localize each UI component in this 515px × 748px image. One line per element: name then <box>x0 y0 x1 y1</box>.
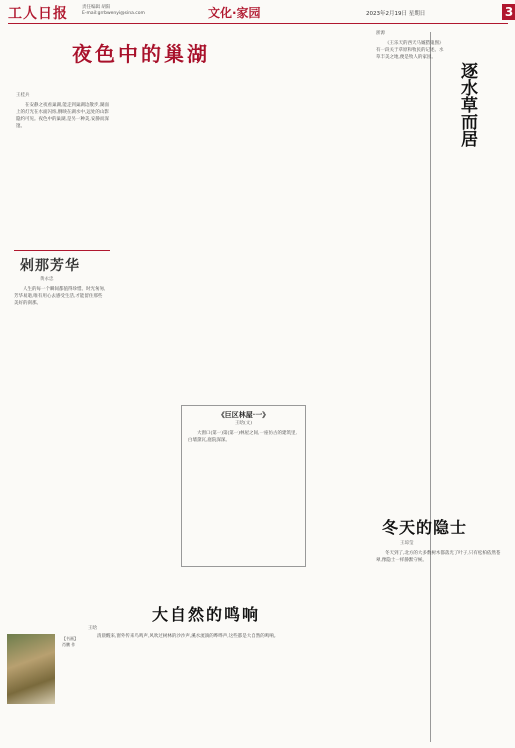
jixue-body <box>14 286 106 626</box>
painting-caption: 【书画】 肖鹏 作 <box>62 636 78 647</box>
yinshi-author: 王琼莹 <box>400 541 414 546</box>
yinshi-headline: 冬天的隐士 <box>382 518 468 537</box>
zhucao-author: 浙源 <box>376 31 385 36</box>
zhucao-body-cont <box>376 195 506 500</box>
main-body-col2 <box>118 102 214 242</box>
landscape-painting <box>7 634 55 704</box>
main-headline: 夜色中的巢湖 <box>72 42 210 66</box>
jixue-body-cont <box>112 250 178 595</box>
zhucao-body <box>376 40 446 190</box>
main-body-col1 <box>16 102 112 242</box>
poem-body-text: 大窗口(第一)第(第一)林屋之间,一座仿古的建筑里,白墙黛瓦,庭院深深。 <box>188 431 297 443</box>
masthead <box>8 3 514 24</box>
mingxiang-author: 王晗 <box>88 626 97 631</box>
editor-info <box>82 5 145 17</box>
poem-title: 《巨区林屋·一》 <box>217 410 270 419</box>
editor-line: 责任编辑 胡阳 <box>82 5 111 10</box>
jixue-body-text: 人生的每一个瞬间都值得珍惜。时光匆匆,芳华易逝,唯有用心去感受生活,才能留住那些美好的刹那。 <box>14 287 106 306</box>
zhucao-headline: 逐水草而居 <box>457 62 477 147</box>
mingxiang-headline: 大自然的鸣响 <box>152 605 261 624</box>
jixue-headline: 剁那芳华 <box>20 258 80 274</box>
poem-author: 王晗(文) <box>234 421 252 426</box>
newspaper-logo: 工人日报 <box>8 6 68 22</box>
poem-box <box>181 405 306 567</box>
poem-body <box>188 430 299 560</box>
yinshi-body <box>376 550 506 740</box>
main-body-col3 <box>220 102 316 242</box>
main-body-col5 <box>310 250 372 595</box>
mingxiang-body <box>88 633 370 741</box>
section-title: 文化·家园 <box>208 6 261 20</box>
email-line: E-mail:grrbwenyi@sina.com <box>82 11 145 16</box>
yinshi-body-text: 冬天到了,北方的大多数树木都落光了叶子,只有松柏依然苍翠,像隐士一样静默守候。 <box>376 551 501 563</box>
main-body-text: 在安静之夜看巢湖,能走到巢湖边散步,湖面上的灯光在水面闪烁,倒映在湖水中,远处的山影隐约可见。夜色中的巢湖,是另一种美,安静而深邃。 <box>16 103 109 129</box>
page-number: 3 <box>502 4 515 20</box>
jixue-rule <box>14 250 110 251</box>
jixue-author: 黄永忠 <box>40 277 54 282</box>
zhucao-body-text: 《王乐天的西天马厩猎鬼图》有一段关于草原和牧民的记述。水草丰美之地,便是牧人的家园。 <box>376 41 444 60</box>
main-author: 王桂兵 <box>16 93 30 98</box>
mingxiang-body-text: 清晨醒来,窗外传来鸟鸣声,风吹过树林的沙沙声,溪水流淌的哗哗声,这些都是大自然的鸣响。 <box>97 634 279 639</box>
date-line: 2023年2月19日 星期日 <box>366 11 426 17</box>
